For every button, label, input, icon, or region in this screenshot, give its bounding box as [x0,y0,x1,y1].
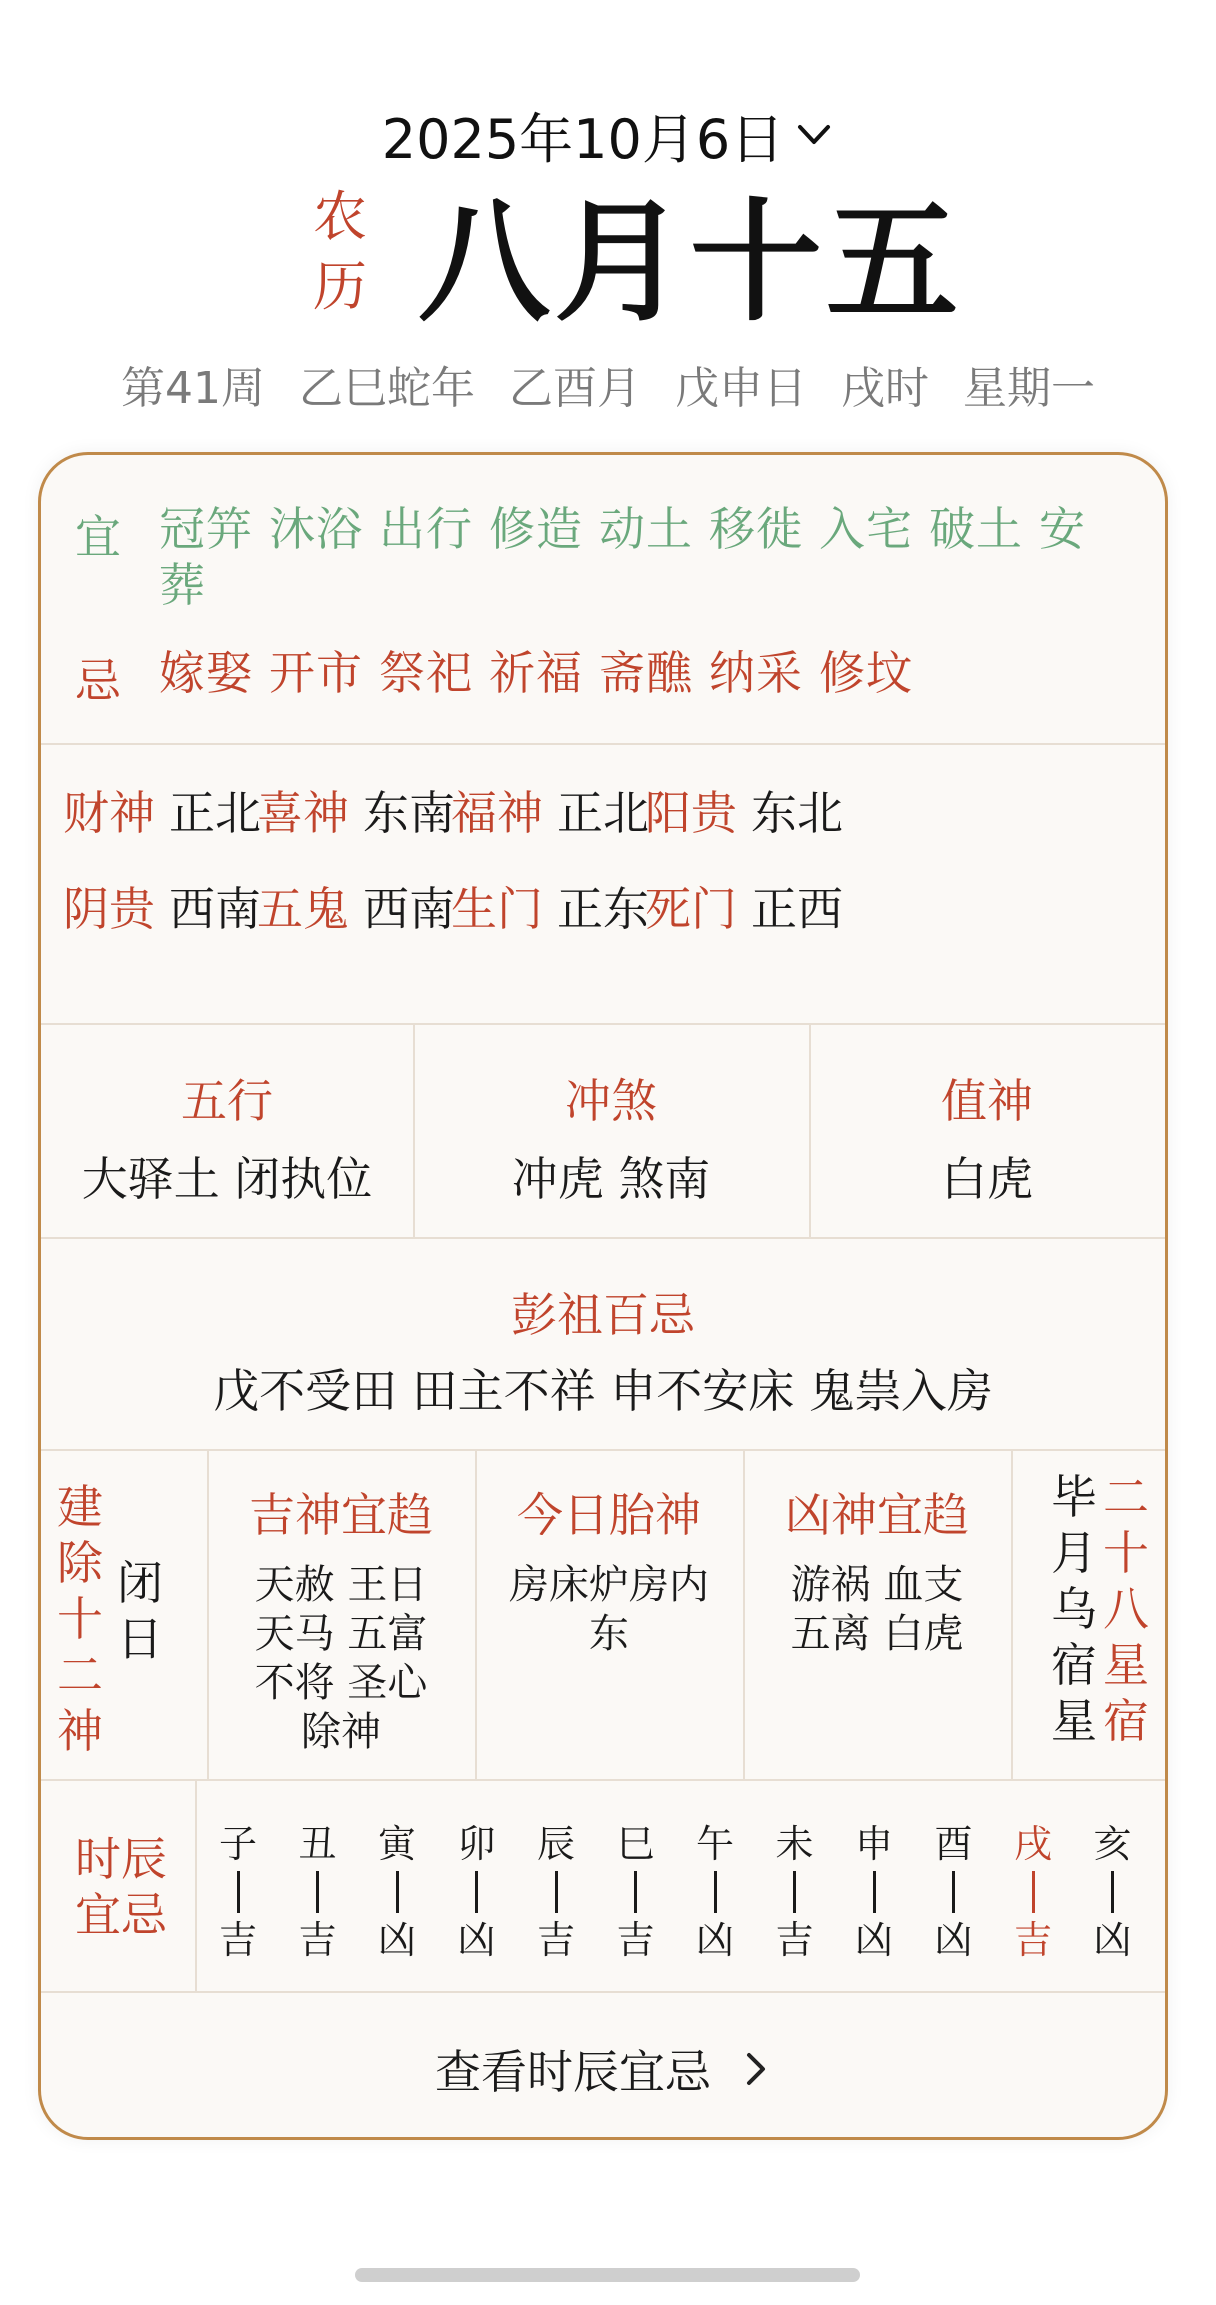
god-direction: 正西 [751,882,843,936]
hours-title-line: 时辰 [75,1832,167,1886]
chongsha-value: 冲虎 煞南 [511,1152,711,1206]
god-name: 生门 [451,882,543,936]
yi-item: 动土 [599,502,693,556]
god-item [63,873,261,939]
god-name: 死门 [645,882,737,936]
hour-branch: 卯 [457,1822,496,1866]
chevron-down-icon [794,115,834,155]
god-direction: 正北 [169,786,261,840]
ji-item: 纳采 [709,646,803,700]
hour-divider [1111,1871,1114,1913]
info-item: 乙巳蛇年 [299,363,475,414]
hour-luck: 吉 [1013,1918,1052,1962]
lunar-label: 农 历 [313,185,367,318]
hour-divider [714,1871,717,1913]
god-name: 财神 [63,786,155,840]
hour-branch: 未 [775,1822,814,1866]
hour-branch: 丑 [298,1822,337,1866]
taishen-line: 东 [589,1611,629,1657]
hours-title-line: 宜忌 [75,1888,167,1942]
hour-divider [793,1871,796,1913]
ji-item: 祭祀 [379,646,473,700]
jishen-title: 吉神宜趋 [249,1488,433,1542]
ji-item: 祈福 [489,646,583,700]
hour-luck: 吉 [616,1918,655,1962]
wuxing-title: 五行 [181,1074,273,1128]
god-item [645,777,843,843]
god-item [63,777,261,843]
god-item [451,777,649,843]
wuxing-chongsha-zhishen-section [41,1025,1165,1239]
chongsha-title: 冲煞 [565,1074,657,1128]
yi-label: 宜 [75,510,121,564]
god-item [257,777,455,843]
pengzu-value: 戊不受田 田主不祥 申不安床 鬼祟入房 [213,1364,993,1418]
info-item: 戌时 [841,363,929,414]
xiu-value: 毕 月 乌 宿 星 [1051,1470,1097,1748]
hour-divider [475,1871,478,1913]
hour-item[interactable] [1088,1821,1138,1963]
info-item: 星期一 [963,363,1095,414]
hour-item[interactable] [293,1821,343,1963]
god-direction: 东南 [363,786,455,840]
zhishen-title: 值神 [941,1074,1033,1128]
ji-item: 斋醮 [599,646,693,700]
hour-divider [873,1871,876,1913]
hour-branch: 亥 [1093,1822,1132,1866]
hour-item[interactable] [531,1821,581,1963]
xiongshen-list [743,1561,1011,1659]
lunar-date: 八月十五 [418,186,962,340]
hour-branch: 申 [854,1822,893,1866]
yi-item: 冠笄 [159,502,253,556]
xiongshen-line: 游祸 血支 [790,1562,964,1608]
hour-item[interactable] [452,1821,502,1963]
hour-luck: 吉 [218,1918,257,1962]
pengzu-section [41,1239,1165,1451]
god-name: 阳贵 [645,786,737,840]
yi-item: 出行 [379,502,473,556]
hour-divider [316,1871,319,1913]
chevron-right-icon [741,2049,771,2089]
ganzhi-info-row [0,352,1216,412]
view-hours-link[interactable] [41,2025,1165,2113]
yi-ji-section [41,455,1165,745]
yi-item: 沐浴 [269,502,363,556]
hour-luck: 凶 [1093,1918,1132,1962]
ji-item: 嫁娶 [159,646,253,700]
jianchu-value: 闭 日 [117,1556,163,1666]
info-item: 乙酉月 [509,363,641,414]
ji-item: 开市 [269,646,363,700]
taishen-line: 房床炉房内 [509,1562,709,1608]
god-item [257,873,455,939]
hour-item[interactable] [770,1821,820,1963]
home-indicator[interactable] [355,2268,860,2282]
hour-item[interactable] [929,1821,979,1963]
yi-item: 安葬 [159,502,1086,612]
hour-branch: 巳 [616,1822,655,1866]
hours-title [51,1831,191,1943]
gods-direction-section [41,745,1165,1025]
god-direction: 正北 [557,786,649,840]
hours-section [41,1781,1165,1993]
info-item: 戊申日 [675,363,807,414]
hour-branch: 子 [218,1822,257,1866]
wuxing-value: 大驿土 闭执位 [81,1152,373,1206]
god-direction: 西南 [169,882,261,936]
hour-luck: 凶 [934,1918,973,1962]
pengzu-title: 彭祖百忌 [511,1288,695,1342]
hour-branch: 戌 [1013,1822,1052,1866]
xiongshen-title: 凶神宜趋 [785,1488,969,1542]
hour-item[interactable] [372,1821,422,1963]
yi-item: 入宅 [819,502,913,556]
god-item [645,873,843,939]
god-direction: 正东 [557,882,649,936]
info-item: 第41周 [121,363,265,414]
xiu-title: 二 十 八 星 宿 [1103,1470,1149,1748]
zhishen-value: 白虎 [941,1152,1033,1206]
yi-items [159,501,1139,613]
hour-luck: 吉 [536,1918,575,1962]
god-name: 福神 [451,786,543,840]
hour-branch: 午 [695,1822,734,1866]
hour-luck: 凶 [377,1918,416,1962]
solar-date: 2025年10月6日 [381,107,785,171]
taishen-list [475,1561,743,1659]
hour-divider [555,1871,558,1913]
shen-section [41,1451,1165,1781]
god-item [451,873,649,939]
hour-branch: 酉 [934,1822,973,1866]
jishen-list [207,1561,475,1757]
hour-luck: 吉 [298,1918,337,1962]
taishen-title: 今日胎神 [517,1488,701,1542]
jishen-line: 天马 五富 [254,1611,428,1657]
god-direction: 东北 [751,786,843,840]
hour-branch: 寅 [377,1822,416,1866]
ji-item: 修坟 [819,646,913,700]
hour-divider [1032,1871,1035,1913]
date-picker[interactable] [0,100,1216,170]
god-name: 五鬼 [257,882,349,936]
yi-item: 移徙 [709,502,803,556]
hour-divider [396,1871,399,1913]
ji-items [159,645,1139,701]
hour-item[interactable] [611,1821,661,1963]
hour-luck: 吉 [775,1918,814,1962]
jianchu-title: 建 除 十 二 神 [57,1480,103,1758]
hour-divider [952,1871,955,1913]
god-name: 阴贵 [63,882,155,936]
jishen-line: 除神 [301,1709,381,1755]
hour-divider [634,1871,637,1913]
almanac-card [38,452,1168,2140]
jishen-line: 不将 圣心 [254,1660,428,1706]
jishen-line: 天赦 王日 [254,1562,428,1608]
hour-luck: 凶 [457,1918,496,1962]
yi-item: 破土 [929,502,1023,556]
yi-item: 修造 [489,502,583,556]
hour-luck: 凶 [854,1918,893,1962]
hour-luck: 凶 [695,1918,734,1962]
hour-branch: 辰 [536,1822,575,1866]
hour-item[interactable] [1008,1821,1058,1963]
hour-item[interactable] [213,1821,263,1963]
hour-divider [237,1871,240,1913]
xiongshen-line: 五离 白虎 [790,1611,964,1657]
god-name: 喜神 [257,786,349,840]
hour-item[interactable] [849,1821,899,1963]
god-direction: 西南 [363,882,455,936]
ji-label: 忌 [75,654,121,708]
hour-item[interactable] [690,1821,740,1963]
view-hours-label: 查看时辰宜忌 [435,2045,711,2099]
